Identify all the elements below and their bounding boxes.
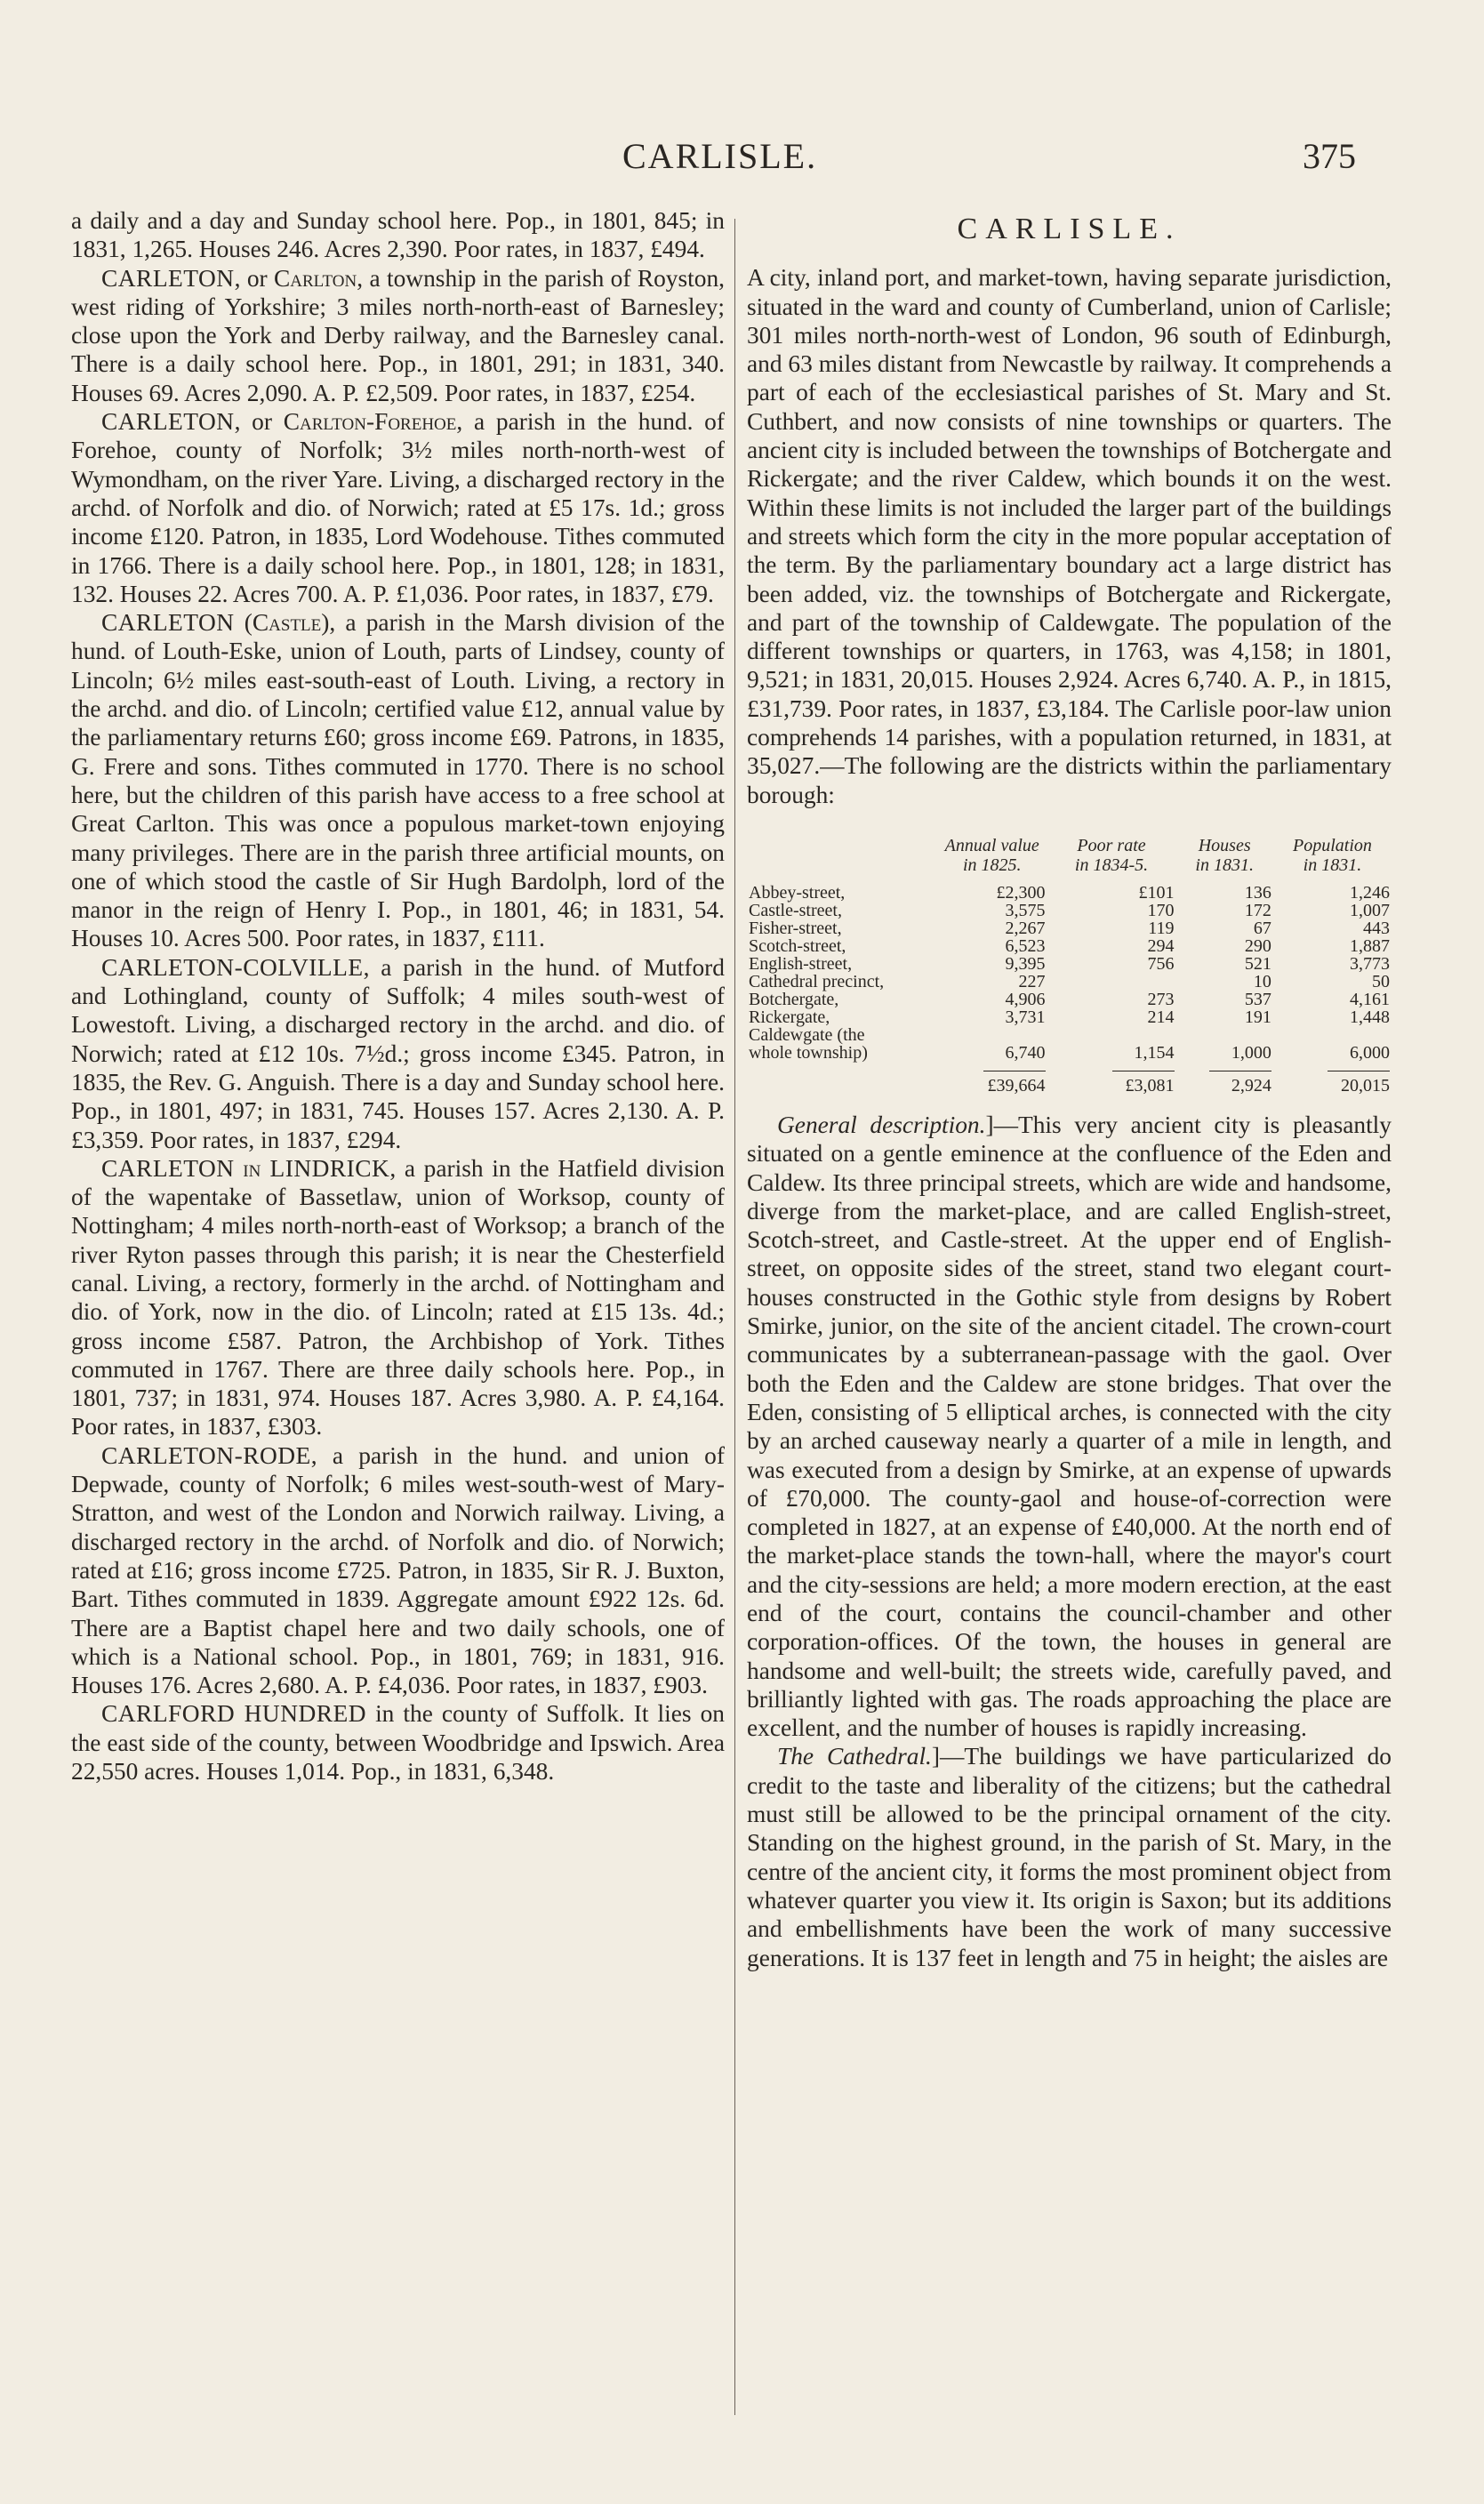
- total-houses: [1176, 1062, 1273, 1095]
- poor-rate: 170: [1147, 900, 1175, 920]
- table-row: [747, 902, 1392, 919]
- entry-body: , a parish in the hund. of Forehoe, county of Norfolk; 3½ miles north-north-west of Wymondham, on the river Yare. Living, a discharged rectory in the archd. of Norfolk and dio. of Norwich; rated at £5 17s. 1d.; gross income £120. Patron, in 1835, Lord Wodehouse. Tithes commuted in 1766. There is a daily school here. Pop., in 1801, 128; in 1831, 132. Houses 22. Acres 700. A. P. £1,036. Poor rates, in 1837, £79.: [71, 408, 725, 607]
- total-annual-value: [937, 1062, 1047, 1095]
- table-row: [747, 937, 1392, 955]
- article-title: CARLISLE.: [957, 213, 1182, 245]
- entry-body: in the county of Suffolk. It lies on the east side of the county, between Woodbridge and Ipswich. Area 22,550 acres. Houses 1,014. Pop., in 1831, 6,348.: [71, 1700, 725, 1786]
- houses: 290: [1244, 935, 1271, 956]
- entry-name: CARLETON: [101, 408, 235, 436]
- population: 50: [1372, 971, 1390, 991]
- poor-rate: [1047, 973, 1176, 991]
- table-row: [747, 1044, 1392, 1062]
- houses: 136: [1244, 882, 1271, 903]
- header-line2: in 1834-5.: [1074, 855, 1149, 875]
- population: 6,000: [1350, 1042, 1390, 1063]
- entry-carleton-forehoe: [71, 407, 725, 608]
- houses: 1,000: [1231, 1042, 1271, 1063]
- header-line1: Annual value: [944, 835, 1039, 855]
- entry-variant: Carlton: [274, 264, 357, 292]
- houses: 191: [1244, 1007, 1271, 1027]
- district-label: Fisher-street,: [749, 918, 842, 938]
- entry-carleton-rode: [71, 1441, 725, 1700]
- table-row: [747, 884, 1392, 902]
- entry-body: , a parish in the hund. of Mutford and Lothingland, county of Suffolk; 4 miles south-west of Lowestoft. Living, a discharged rectory in the archd. and dio. of Norwich; rated at £12 10s. 7½d.; gross income £345. Patron, in 1835, the Rev. G. Anguish. There is a day and Sunday school here. Pop., in 1801, 497; in 1831, 745. Houses 157. Acres 2,130. A. P. £3,359. Poor rates, in 1837, £294.: [71, 953, 725, 1153]
- page-number: 375: [1303, 136, 1356, 176]
- header-population: [1273, 836, 1392, 875]
- population: 1,448: [1350, 1007, 1390, 1027]
- entry-body: , a township in the parish of Royston, west riding of Yorkshire; 3 miles north-north-east of Barnesley; close upon the York and Derby railway, and the Barnesley canal. There is a daily school here. Pop., in 1801, 291; in 1831, 340. Houses 69. Acres 2,090. A. P. £2,509. Poor rates, in 1837, £254.: [71, 264, 725, 406]
- entry-name: CARLETON-RODE: [101, 1441, 311, 1469]
- poor-rate: £101: [1138, 882, 1175, 903]
- annual-value: 3,731: [1005, 1007, 1046, 1027]
- entry-name-suffix: , or: [234, 408, 284, 436]
- total-value: 20,015: [1328, 1071, 1390, 1095]
- entry-body: , a parish in the hund. and union of Depwade, county of Norfolk; 6 miles west-south-west of Mary-Stratton, and west of the London and Norwich railway. Living, a discharged rectory in the archd. of Norfolk and dio. of Norwich; rated at £16; gross income £725. Patron, in 1835, Sir R. J. Buxton, Bart. Tithes commuted in 1839. Aggregate amount £922 12s. 6d. There are a Baptist chapel here and two daily schools, one of which is a National school. Pop., in 1801, 769; in 1831, 916. Houses 176. Acres 2,680. A. P. £4,036. Poor rates, in 1837, £903.: [71, 1441, 725, 1699]
- population: 1,887: [1350, 935, 1390, 956]
- table-totals-row: [747, 1062, 1392, 1095]
- total-value: £3,081: [1112, 1071, 1175, 1095]
- entry-name-2: LINDRICK: [261, 1154, 390, 1182]
- general-description-label: General description.: [777, 1111, 986, 1138]
- entry-name: CARLETON: [101, 264, 235, 292]
- total-population: [1273, 1062, 1392, 1095]
- left-column: [71, 206, 725, 1786]
- district-label: Abbey-street,: [749, 882, 846, 903]
- entry-name: CARLETON-COLVILLE: [101, 953, 364, 981]
- poor-rate: 1,154: [1134, 1042, 1175, 1063]
- houses: 521: [1244, 953, 1271, 974]
- population: 443: [1363, 918, 1390, 938]
- entry-name-suffix: (: [234, 609, 253, 637]
- cathedral-label: The Cathedral.: [777, 1743, 932, 1770]
- entry-variant: Castle: [252, 609, 322, 637]
- intro-paragraph: A city, inland port, and market-town, having separate jurisdiction, situated in the ward and county of Cumberland, union of Carlisle; 301 miles north-north-west of London, 96 south of Edinburgh, and 63 miles distant from Newcastle by railway. It comprehends a part of each of the ecclesiastical parishes of St. Mary and St. Cuthbert, and now consists of nine townships or quarters. The ancient city is included between the townships of Botchergate and Rickergate; and the river Caldew, which bounds it on the west. Within these limits is not included the larger part of the buildings and streets which form the city in the more popular acceptation of the term. By the parliamentary boundary act a large district has been added, viz. the townships of Botchergate and Rickergate, and part of the township of Caldewgate. The population of the different townships or quarters, in 1763, was 4,158; in 1801, 9,521; in 1831, 20,015. Houses 2,924. Acres 6,740. A. P., in 1815, £31,739. Poor rates, in 1837, £3,184. The Carlisle poor-law union comprehends 14 parishes, with a population returned, in 1831, at 35,027.—The following are the districts within the parliamentary borough:: [747, 264, 1392, 808]
- header-houses: [1176, 836, 1273, 875]
- district-label: Castle-street,: [749, 900, 842, 920]
- general-description-body: ]—This very ancient city is pleasantly situated on a gentle eminence at the confluence of the Eden and Caldew. Its three principal streets, which are wide and handsome, diverge from the market-place, and are called English-street, Scotch-street, and Castle-street. At the upper end of English-street, on opposite sides of the street, stand two elegant court-houses constructed in the Gothic style from designs by Robert Smirke, junior, on the site of the ancient citadel. The crown-court communicates by a subterranean-passage with the gaol. Over both the Eden and the Caldew are stone bridges. That over the Eden, consisting of 5 elliptical arches, is connected with the city by an arched causeway nearly a quarter of a mile in length, and was executed from a design by Smirke, at an expense of upwards of £70,000. The county-gaol and house-of-correction were completed in 1827, at an expense of £40,000. At the north end of the market-place stands the town-hall, where the mayor's court and the city-sessions are held; a more modern erection, at the east end of the court, contains the council-chamber and other corporation-offices. Of the town, the houses in general are handsome and well-built; the streets wide, carefully paved, and brilliantly lighted with gas. The roads approaching the place are excellent, and the number of houses is rapidly increasing.: [747, 1111, 1392, 1742]
- entry-name: CARLETON: [101, 609, 235, 637]
- district-label: Cathedral precinct,: [749, 971, 885, 991]
- houses: 67: [1253, 918, 1271, 938]
- opening-paragraph: a daily and a day and Sunday school here. Pop., in 1801, 845; in 1831, 1,265. Houses 246. Acres 2,390. Poor rates, in 1837, £494.: [71, 207, 725, 263]
- poor-rate: 294: [1147, 935, 1175, 956]
- header-district: [747, 836, 937, 875]
- district-label: Scotch-street,: [749, 935, 846, 956]
- annual-value: £2,300: [996, 882, 1046, 903]
- table-row: [747, 955, 1392, 973]
- header-line1: Poor rate: [1077, 835, 1146, 855]
- totals-label: [747, 1062, 937, 1095]
- poor-rate: 756: [1147, 953, 1175, 974]
- entry-variant: Carlton-Forehoe: [283, 408, 457, 436]
- running-title: CARLISLE.: [622, 136, 818, 176]
- annual-value: 227: [1018, 971, 1046, 991]
- header-line1: Population: [1292, 835, 1372, 855]
- table-header-row: [747, 836, 1392, 875]
- table-row-caldewgate-label: [747, 1026, 1392, 1044]
- table-row: [747, 1008, 1392, 1026]
- column-divider: [734, 219, 735, 2415]
- entry-carleton-lindrick: [71, 1154, 725, 1441]
- total-value: 2,924: [1209, 1071, 1271, 1095]
- houses: 172: [1244, 900, 1271, 920]
- district-label: Rickergate,: [749, 1007, 830, 1027]
- poor-rate: 119: [1148, 918, 1175, 938]
- annual-value: 4,906: [1005, 989, 1046, 1009]
- annual-value: 3,575: [1005, 900, 1046, 920]
- entry-name: CARLETON: [101, 1154, 235, 1182]
- entry-carleton-colville: [71, 953, 725, 1154]
- right-column: [747, 206, 1392, 1972]
- annual-value: 2,267: [1005, 918, 1046, 938]
- general-description-paragraph: [747, 1111, 1392, 1743]
- population: 4,161: [1350, 989, 1390, 1009]
- entry-carlford-hundred: [71, 1699, 725, 1786]
- entry-variant: in: [243, 1154, 261, 1182]
- entry-body: ), a parish in the Marsh division of the hund. of Louth-Eske, union of Louth, parts of Lindsey, county of Lincoln; 6½ miles east-south-east of Louth. Living, a rectory in the archd. and dio. of Lincoln; certified value £12, annual value by the parliamentary returns £60; gross income £69. Patrons, in 1835, G. Frere and sons. Tithes commuted in 1770. There is no school here, but the children of this parish have access to a free school at Great Carlton. This was once a populous market-town enjoying many privileges. There are in the parish three artificial mounts, on one of which stood the castle of Sir Hugh Bardolph, lord of the manor in the reign of Henry I. Pop., in 1801, 46; in 1831, 54. Houses 10. Acres 500. Poor rates, in 1837, £111.: [71, 609, 725, 952]
- header-line2: in 1825.: [962, 855, 1022, 875]
- header-poor-rate: [1047, 836, 1176, 875]
- running-head: [0, 135, 1484, 189]
- annual-value: 9,395: [1005, 953, 1046, 974]
- header-annual-value: [937, 836, 1047, 875]
- total-poor-rate: [1047, 1062, 1176, 1095]
- total-value: £39,664: [983, 1071, 1046, 1095]
- header-line2: in 1831.: [1195, 855, 1254, 875]
- poor-rate: 214: [1147, 1007, 1175, 1027]
- poor-rate: 273: [1147, 989, 1175, 1009]
- entry-name: CARLFORD HUNDRED: [101, 1700, 367, 1728]
- table-row: [747, 973, 1392, 991]
- table-row: [747, 919, 1392, 937]
- population: 3,773: [1350, 953, 1390, 974]
- houses: 10: [1253, 971, 1271, 991]
- entry-name-suffix: , or: [234, 264, 275, 292]
- annual-value: 6,523: [1005, 935, 1046, 956]
- annual-value: 6,740: [1005, 1042, 1046, 1063]
- header-line1: Houses: [1198, 835, 1251, 855]
- district-label: English-street,: [749, 953, 853, 974]
- cathedral-body: ]—The buildings we have particularized do credit to the taste and liberality of the citizens; but the cathedral must still be allowed to be the principal ornament of the city. Standing on the highest ground, in the parish of St. Mary, in the centre of the ancient city, it forms the most prominent object from whatever quarter you view it. Its origin is Saxon; but its additions and embellishments have been the work of many successive generations. It is 137 feet in length and 75 in height; the aisles are: [747, 1743, 1392, 1971]
- entry-body: , a parish in the Hatfield division of the wapentake of Bassetlaw, union of Worksop, county of Nottingham; 4 miles north-north-east of Worksop; a branch of the river Ryton passes through this parish; it is near the Chesterfield canal. Living, a rectory, formerly in the archd. of Nottingham and dio. of York, now in the dio. of Lincoln; rated at £15 13s. 4d.; gross income £587. Patron, the Archbishop of York. Tithes commuted in 1767. There are three daily schools here. Pop., in 1801, 737; in 1831, 974. Houses 187. Acres 3,980. A. P. £4,164. Poor rates, in 1837, £303.: [71, 1154, 725, 1441]
- district-label: whole township): [749, 1042, 868, 1063]
- districts-table: [747, 836, 1392, 1095]
- table-row: [747, 991, 1392, 1008]
- population: 1,246: [1350, 882, 1390, 903]
- entry-name-suffix: [235, 1155, 244, 1182]
- district-label: Caldewgate (the: [749, 1024, 865, 1045]
- entry-carleton-royston: [71, 264, 725, 407]
- population: 1,007: [1350, 900, 1390, 920]
- cathedral-paragraph: [747, 1742, 1392, 1971]
- houses: 537: [1244, 989, 1271, 1009]
- header-line2: in 1831.: [1303, 855, 1362, 875]
- district-label: Botchergate,: [749, 989, 839, 1009]
- entry-carleton-castle: [71, 608, 725, 953]
